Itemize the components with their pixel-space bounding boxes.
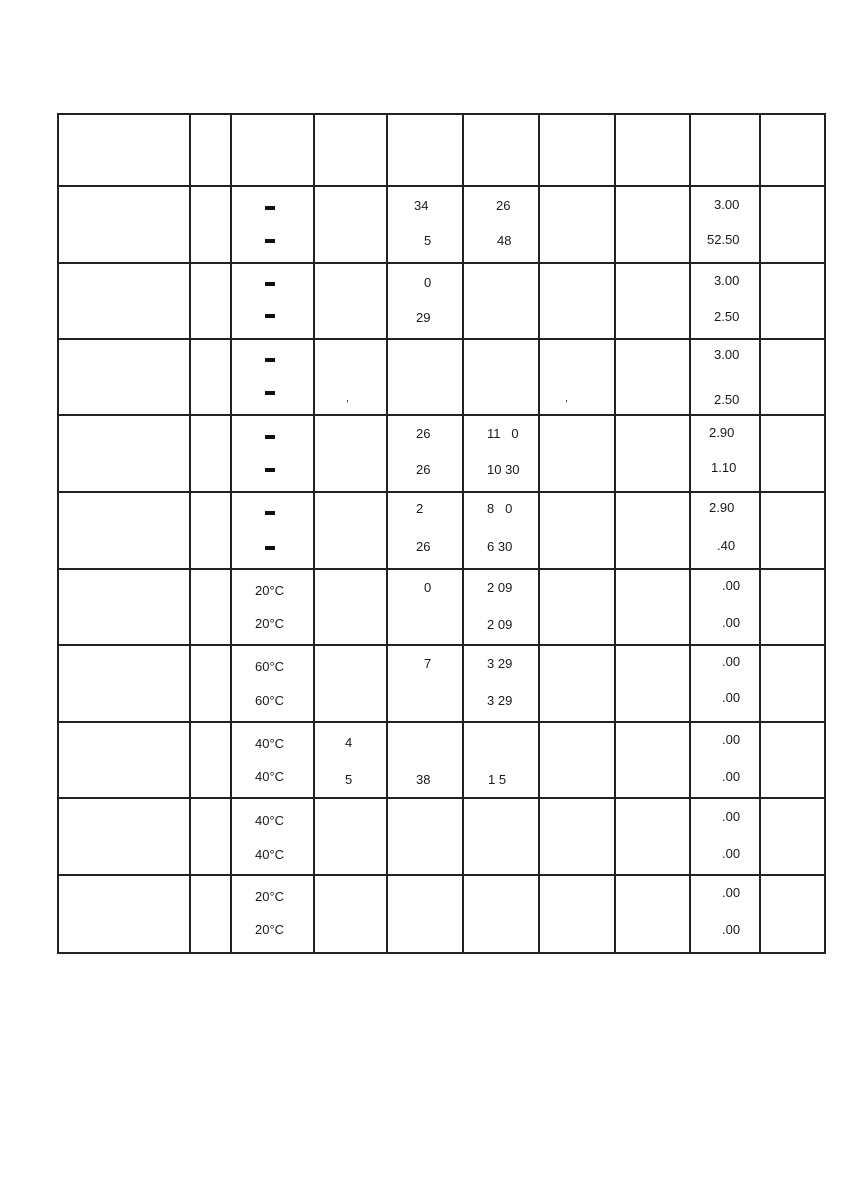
cell-col6: 10 30 — [487, 462, 520, 477]
grid-hline — [57, 338, 826, 340]
grid-vline — [689, 113, 691, 954]
cell-col6: 2 09 — [487, 617, 513, 632]
grid-vline — [824, 113, 826, 954]
cell-col4: 5 — [345, 772, 353, 787]
cell-temp: 20°C — [255, 922, 285, 937]
cell-col6: 1 5 — [488, 772, 507, 787]
grid-vline — [230, 113, 232, 954]
dash-marker — [265, 435, 275, 439]
cell-col9: .00 — [722, 654, 741, 669]
cell-col9: 3.00 — [714, 347, 740, 362]
dash-marker — [265, 511, 275, 515]
dash-marker — [265, 282, 275, 286]
cell-col9: .40 — [717, 538, 736, 553]
cell-col9: .00 — [722, 732, 741, 747]
cell-temp: 20°C — [255, 616, 285, 631]
cell-col4: 4 — [345, 735, 353, 750]
cell-temp: 40°C — [255, 813, 285, 828]
cell-col9: 2.90 — [709, 500, 735, 515]
cell-col5: 7 — [424, 656, 432, 671]
cell-col5: 26 — [416, 426, 431, 441]
dash-marker — [265, 239, 275, 243]
grid-vline — [462, 113, 464, 954]
cell-col5: 34 — [414, 198, 429, 213]
cell-col5: 0 — [424, 580, 432, 595]
cell-col5: 26 — [416, 539, 431, 554]
grid-hline — [57, 113, 826, 115]
grid-vline — [313, 113, 315, 954]
dash-marker — [265, 358, 275, 362]
cell-col5: 2 — [416, 501, 424, 516]
cell-col9: 1.10 — [711, 460, 737, 475]
cell-col6: 26 — [496, 198, 511, 213]
cell-col5: 0 — [424, 275, 432, 290]
cell-col9: .00 — [722, 769, 741, 784]
cell-temp: 60°C — [255, 659, 285, 674]
cell-col9: 2.50 — [714, 392, 740, 407]
cell-col9: .00 — [722, 578, 741, 593]
dash-marker — [265, 391, 275, 395]
tick-mark: ′ — [565, 399, 567, 410]
cell-col6: 3 29 — [487, 693, 513, 708]
grid-vline — [538, 113, 540, 954]
grid-vline — [614, 113, 616, 954]
cell-temp: 40°C — [255, 847, 285, 862]
cell-col6: 6 30 — [487, 539, 513, 554]
dash-marker — [265, 314, 275, 318]
cell-col6: 11 0 — [487, 426, 519, 441]
grid-vline — [57, 113, 59, 954]
grid-hline — [57, 491, 826, 493]
grid-hline — [57, 952, 826, 954]
cell-col5: 5 — [424, 233, 432, 248]
grid-hline — [57, 721, 826, 723]
cell-col9: .00 — [722, 809, 741, 824]
cell-col9: 2.50 — [714, 309, 740, 324]
cell-col6: 3 29 — [487, 656, 513, 671]
cell-col5: 38 — [416, 772, 431, 787]
dash-marker — [265, 546, 275, 550]
cell-col9: .00 — [722, 615, 741, 630]
grid-hline — [57, 262, 826, 264]
grid-hline — [57, 797, 826, 799]
grid-vline — [759, 113, 761, 954]
cell-col9: .00 — [722, 885, 741, 900]
grid-hline — [57, 644, 826, 646]
cell-col9: 52.50 — [707, 232, 740, 247]
grid-vline — [189, 113, 191, 954]
cell-col5: 29 — [416, 310, 431, 325]
cell-col9: 2.90 — [709, 425, 735, 440]
cell-col6: 48 — [497, 233, 512, 248]
tick-mark: ′ — [346, 399, 348, 410]
cell-col5: 26 — [416, 462, 431, 477]
cell-col6: 2 09 — [487, 580, 513, 595]
cell-col6: 8 0 — [487, 501, 513, 516]
data-table — [57, 113, 826, 954]
grid-hline — [57, 568, 826, 570]
cell-col9: .00 — [722, 922, 741, 937]
cell-col9: 3.00 — [714, 273, 740, 288]
cell-col9: 3.00 — [714, 197, 740, 212]
cell-temp: 20°C — [255, 583, 285, 598]
cell-col9: .00 — [722, 846, 741, 861]
dash-marker — [265, 468, 275, 472]
cell-temp: 40°C — [255, 736, 285, 751]
grid-hline — [57, 414, 826, 416]
cell-col9: .00 — [722, 690, 741, 705]
grid-vline — [386, 113, 388, 954]
dash-marker — [265, 206, 275, 210]
grid-hline — [57, 874, 826, 876]
cell-temp: 40°C — [255, 769, 285, 784]
cell-temp: 60°C — [255, 693, 285, 708]
cell-temp: 20°C — [255, 889, 285, 904]
grid-hline — [57, 185, 826, 187]
